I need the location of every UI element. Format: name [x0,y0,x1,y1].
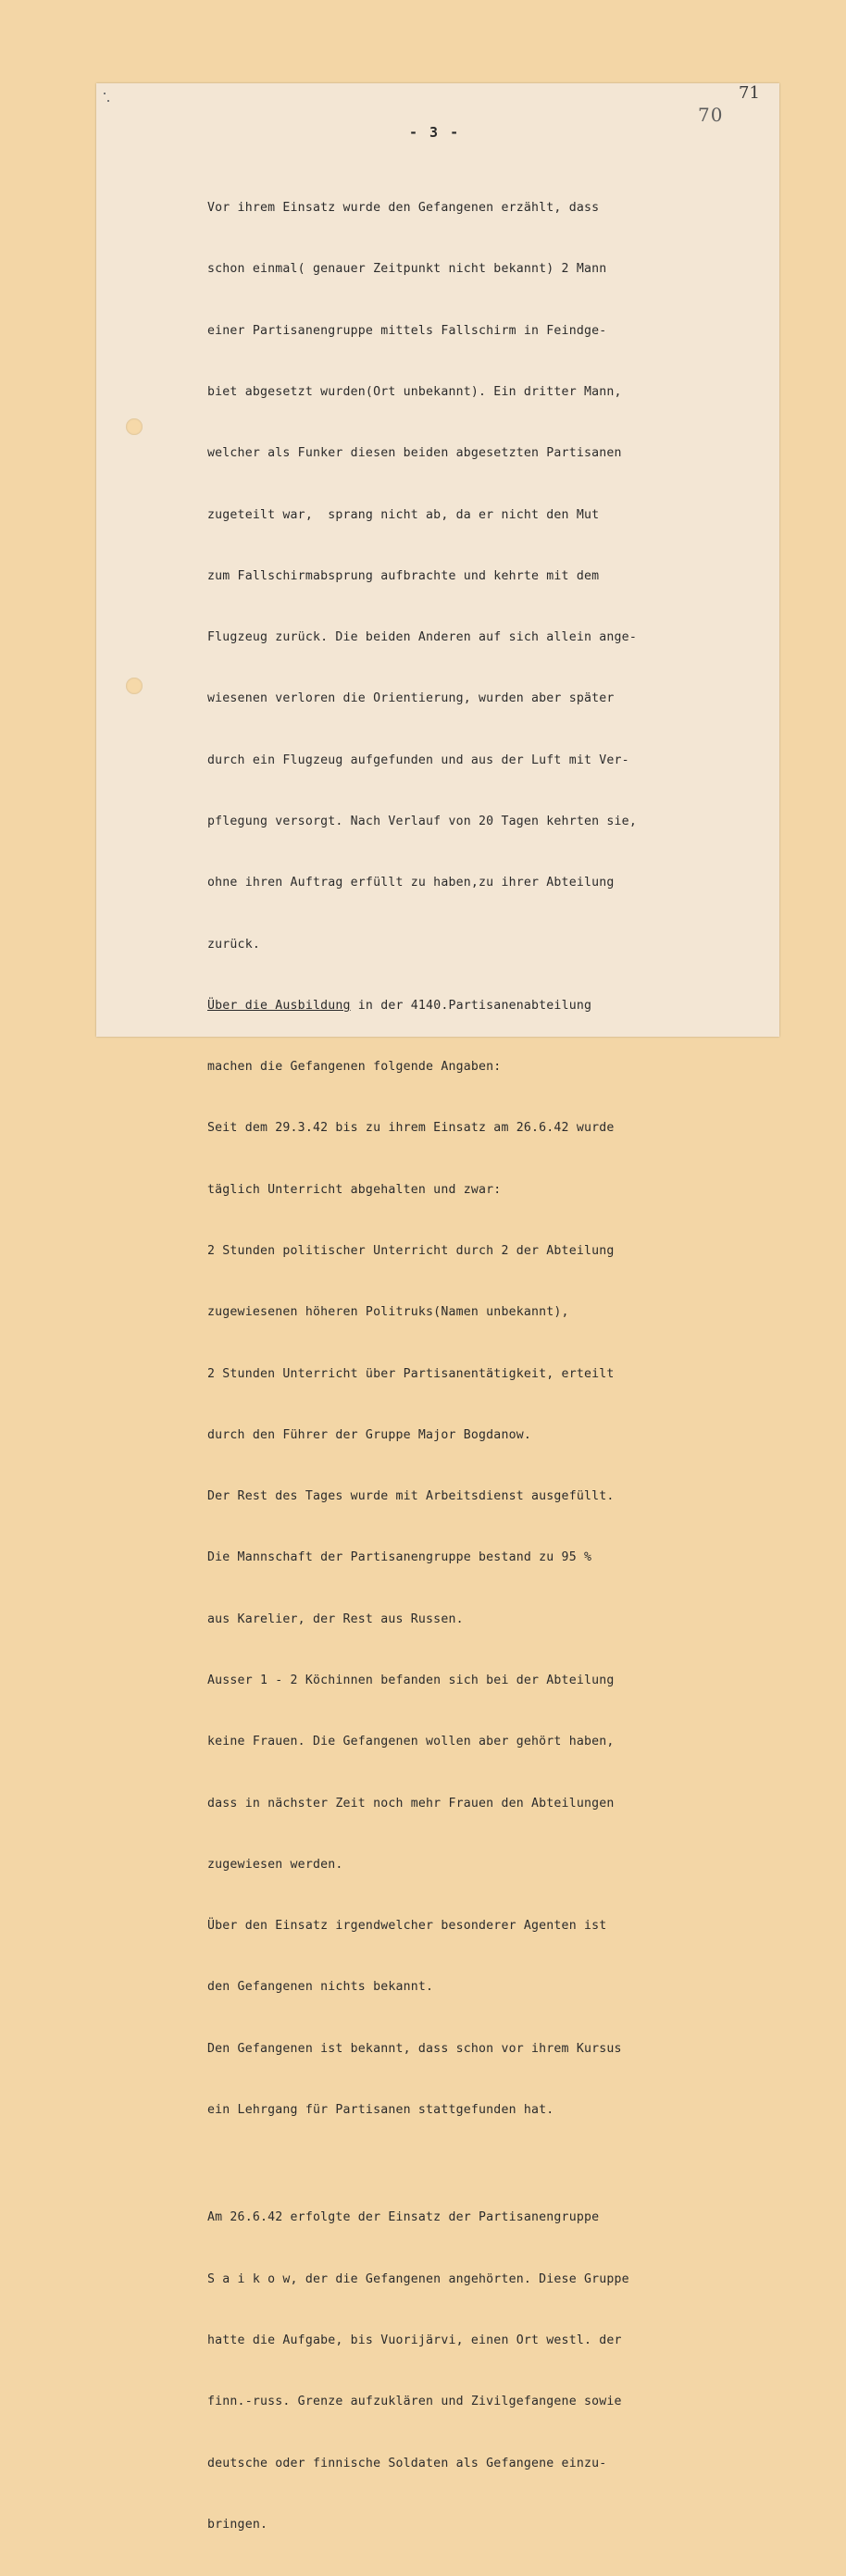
text-line: Der Rest des Tages wurde mit Arbeitsdienst ausgefüllt. [207,1489,615,1504]
text-line: welcher als Funker diesen beiden abgesetzten Partisanen [207,446,622,461]
paper-speck [107,100,109,102]
text-line: biet abgesetzt wurden(Ort unbekannt). Ein dritter Mann, [207,385,622,400]
text-line: täglich Unterricht abgehalten und zwar: [207,1182,502,1197]
archive-page-number: 71 [739,83,760,103]
text-line: dass in nächster Zeit noch mehr Frauen den Abteilungen [207,1796,615,1811]
text-line: Am 26.6.42 erfolgte der Einsatz der Partisanengruppe [207,2210,600,2225]
section-heading-line [207,996,781,1016]
text-line: bringen. [207,2517,268,2532]
text-line: Über den Einsatz irgendwelcher besonderer Agenten ist [207,1919,607,1934]
text-line: ohne ihren Auftrag erfüllt zu haben,zu ihrer Abteilung [207,876,615,890]
text-line: schon einmal( genauer Zeitpunkt nicht bekannt) 2 Mann [207,262,607,277]
text-line: pflegung versorgt. Nach Verlauf von 20 Tagen kehrten sie, [207,815,637,828]
text-line: einer Partisanengruppe mittels Fallschirm in Feindge- [207,323,607,338]
text-line: durch ein Flugzeug aufgefunden und aus der Luft mit Ver- [207,753,629,767]
text-line: zugewiesenen höheren Politruks(Namen unbekannt), [207,1305,569,1320]
text-line: zugewiesen werden. [207,1857,343,1872]
text-line: zurück. [207,937,260,952]
text-line: Vor ihrem Einsatz wurde den Gefangenen erzählt, dass [207,201,600,216]
original-page-number: 70 [698,104,724,126]
text-line: aus Karelier, der Rest aus Russen. [207,1612,464,1626]
text-line: machen die Gefangenen folgende Angaben: [207,1060,502,1075]
paragraph-gap [207,2161,781,2167]
document-page [96,83,779,2532]
section-heading-rest: in der 4140.Partisanenabteilung [350,998,592,1013]
text-line: finn.-russ. Grenze aufzuklären und Zivilgefangene sowie [207,2395,622,2409]
section-heading: Über die Ausbildung [207,998,351,1013]
text-line: Ausser 1 - 2 Köchinnen befanden sich bei der Abteilung [207,1673,615,1687]
text-line: keine Frauen. Die Gefangenen wollen aber gehört haben, [207,1735,615,1749]
punch-hole [126,418,143,435]
text-line: S a i k o w, der die Gefangenen angehörten. Diese Gruppe [207,2271,629,2286]
text-line: Seit dem 29.3.42 bis zu ihrem Einsatz am 26.6.42 wurde [207,1121,615,1136]
text-line: wiesenen verloren die Orientierung, wurden aber später [207,691,615,706]
text-line: Die Mannschaft der Partisanengruppe bestand zu 95 % [207,1550,592,1565]
text-line: den Gefangenen nichts bekannt. [207,1980,434,1995]
document-body [207,157,781,2576]
text-line: deutsche oder finnische Soldaten als Gefangene einzu- [207,2456,607,2470]
text-line: 2 Stunden politischer Unterricht durch 2 der Abteilung [207,1243,615,1258]
paper-speck [104,93,106,94]
text-line: zum Fallschirmabsprung aufbrachte und kehrte mit dem [207,568,600,583]
text-line: durch den Führer der Gruppe Major Bogdanow. [207,1427,532,1442]
page-number: - 3 - [409,124,461,141]
punch-hole [126,678,143,694]
text-line: Flugzeug zurück. Die beiden Anderen auf sich allein ange- [207,630,637,645]
text-line: Den Gefangenen ist bekannt, dass schon vor ihrem Kursus [207,2041,622,2056]
text-line: zugeteilt war, sprang nicht ab, da er nicht den Mut [207,507,600,522]
text-line: hatte die Aufgabe, bis Vuorijärvi, einen Ort westl. der [207,2333,622,2347]
text-line: ein Lehrgang für Partisanen stattgefunden hat. [207,2102,554,2117]
text-line: 2 Stunden Unterricht über Partisanentätigkeit, erteilt [207,1366,615,1381]
